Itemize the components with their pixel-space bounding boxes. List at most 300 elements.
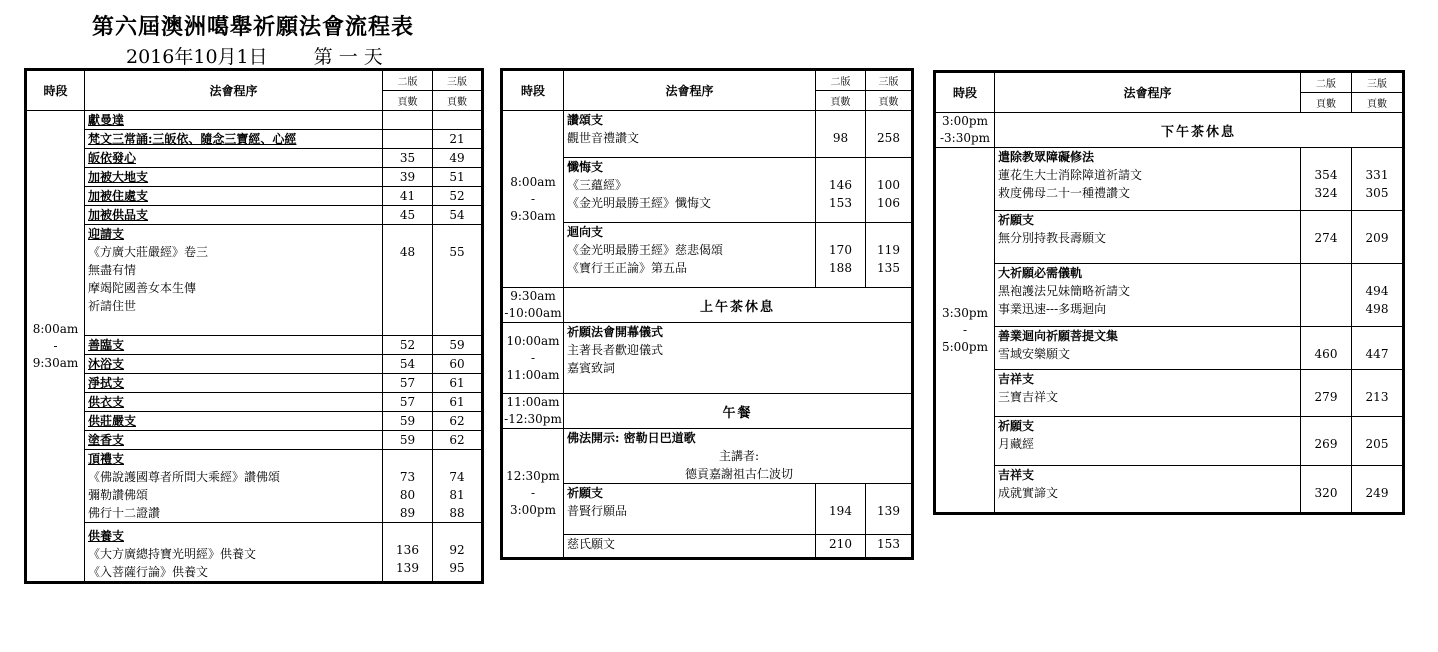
page-number [866, 158, 911, 176]
page-number [1301, 417, 1351, 435]
page-number-cell [383, 149, 433, 168]
page-number [816, 158, 865, 176]
time-header: 時段 [502, 70, 564, 111]
item-text: 黑袍護法兄妹簡略祈請文 [998, 284, 1131, 298]
page-number-cell [383, 111, 433, 130]
page-number-cell [383, 355, 433, 374]
table-row [26, 523, 483, 583]
item-text: 嘉賓致詞 [567, 361, 616, 375]
ed2-header: 二版 [383, 70, 433, 91]
page-header: 頁數 [433, 91, 483, 111]
page-number-cell [383, 225, 433, 336]
page-number: 57 [399, 395, 416, 409]
page-number-cell [433, 431, 483, 450]
page-number [433, 225, 481, 243]
item-text: 《入菩薩行論》供養文 [88, 565, 209, 579]
table-row [26, 412, 483, 431]
item-text: 救度佛母二十一種禮讚文 [998, 186, 1131, 200]
ed2-header: 二版 [816, 70, 866, 91]
time-text: 3:00pm [509, 502, 556, 517]
page-number-cell [1352, 264, 1404, 327]
table-row [26, 393, 483, 412]
page-number-cell [383, 187, 433, 206]
table-row [502, 158, 913, 223]
page-number: 54 [399, 357, 416, 371]
page-number: 269 [1314, 437, 1338, 451]
ed2-header: 二版 [1301, 72, 1352, 93]
page-number: 274 [1314, 231, 1338, 245]
page-number [383, 450, 432, 468]
page-number-cell [383, 450, 433, 523]
item-text: 事業迅速---多瑪迴向 [998, 302, 1107, 316]
page-number: 41 [399, 189, 416, 203]
page-number-cell [383, 431, 433, 450]
page-number: 136 [396, 543, 419, 557]
item-text: 《金光明最勝王經》懺悔文 [567, 196, 712, 210]
page-number: 135 [877, 261, 900, 275]
page-number [1301, 211, 1351, 229]
item-text: 梵文三常誦:三皈依、隨念三寶經、心經 [88, 132, 297, 146]
program-cell [85, 355, 383, 374]
page-number-cell [1301, 370, 1352, 417]
page-number: 62 [449, 414, 465, 428]
page-number: 460 [1314, 347, 1338, 361]
table-row [26, 168, 483, 187]
time-slot [502, 111, 564, 288]
table-row [26, 225, 483, 336]
page-number [866, 111, 911, 129]
item-text: 加被供品支 [88, 208, 149, 222]
program-cell [995, 211, 1301, 264]
program-cell [85, 187, 383, 206]
page-number: 210 [829, 537, 852, 551]
page-number: 146 [829, 178, 852, 192]
page-number: 45 [399, 208, 416, 222]
page-number: 61 [449, 376, 465, 390]
table-row [502, 429, 913, 484]
program-cell [85, 336, 383, 355]
page-number: 119 [877, 243, 900, 257]
page-number [1352, 417, 1402, 435]
program-cell [85, 206, 383, 225]
page-number: 331 [1365, 168, 1389, 182]
program-header: 法會程序 [995, 72, 1301, 113]
time-text: - [53, 338, 58, 353]
item-heading: 祈願支 [998, 419, 1035, 433]
item-heading: 吉祥支 [998, 468, 1035, 482]
page-number-cell [433, 187, 483, 206]
page-number [866, 484, 911, 502]
page-header: 頁數 [1352, 93, 1404, 113]
schedule-table-3 [933, 70, 1405, 515]
page-number: 59 [399, 433, 416, 447]
page-number-cell [433, 111, 483, 130]
page-header: 頁數 [816, 91, 866, 111]
item-text: 佛行十二證讚 [88, 506, 161, 520]
date-line [126, 42, 383, 69]
item-text: 供衣支 [88, 395, 125, 409]
page-number: 498 [1365, 302, 1389, 316]
item-text: 供莊嚴支 [88, 414, 137, 428]
speaker-name: 德貢嘉謝祖古仁波切 [684, 467, 793, 481]
item-text: 雪域安樂願文 [998, 347, 1071, 361]
page-number-cell [383, 374, 433, 393]
page-number-cell [433, 336, 483, 355]
item-text: 慈氏願文 [567, 537, 616, 551]
page-number [816, 484, 865, 502]
item-heading: 懺悔支 [567, 160, 604, 174]
page-number: 139 [877, 504, 900, 518]
time-text: - [530, 191, 536, 206]
page-number: 153 [829, 196, 852, 210]
item-heading: 善業迴向祈願菩提文集 [998, 329, 1119, 343]
page-number-cell [1352, 466, 1404, 514]
page-number [1301, 148, 1351, 166]
teaching-title: 佛法開示: 密勒日巴道歌 [567, 431, 696, 445]
table-row [26, 111, 483, 130]
page-number-cell [1352, 327, 1404, 370]
page-number-cell [433, 374, 483, 393]
page-number: 95 [449, 561, 465, 575]
time-text: 12:30pm [506, 468, 560, 483]
table-row [502, 111, 913, 158]
teaching-cell [564, 429, 913, 484]
time-text: -12:30pm [504, 412, 562, 426]
table-row [26, 355, 483, 374]
page-number [1352, 466, 1402, 484]
page-number [383, 130, 432, 148]
page-number-cell [383, 168, 433, 187]
item-heading: 吉祥支 [998, 372, 1035, 386]
page-number [1301, 300, 1351, 318]
time-slot [502, 394, 564, 429]
table-row [26, 374, 483, 393]
page-number [433, 523, 481, 541]
program-cell [85, 168, 383, 187]
page-number: 62 [449, 433, 465, 447]
page-number: 205 [1365, 437, 1389, 451]
program-cell [564, 484, 816, 535]
program-cell [564, 158, 816, 223]
table-row [935, 466, 1404, 514]
time-text: 9:30am [510, 208, 556, 223]
page-number-cell [1301, 327, 1352, 370]
page-number-cell [433, 450, 483, 523]
page-number [433, 111, 481, 129]
table-row [935, 417, 1404, 466]
page-number-cell [1301, 264, 1352, 327]
item-text: 彌勒讚佛頌 [88, 488, 149, 502]
table-row [935, 327, 1404, 370]
page-number: 54 [449, 208, 465, 222]
page-number [383, 225, 432, 243]
item-heading: 遣除教眾障礙修法 [998, 150, 1095, 164]
item-text: 無盡有情 [88, 263, 137, 277]
time-text: 3:00pm [941, 114, 988, 128]
page-number-cell [433, 206, 483, 225]
page-header: 頁數 [866, 91, 913, 111]
item-text: 《大方廣總持寶光明經》供養文 [88, 547, 257, 561]
program-cell [564, 535, 816, 559]
page-number: 194 [829, 504, 852, 518]
item-text: 《佛說護國尊者所問大乘經》讚佛頌 [88, 470, 281, 484]
table-row [26, 187, 483, 206]
item-text: 觀世音禮讚文 [567, 131, 640, 145]
page-number-cell [866, 484, 913, 535]
page-number-cell [383, 393, 433, 412]
item-text: 月藏經 [998, 437, 1035, 451]
item-heading: 迎請支 [88, 227, 125, 241]
time-slot [502, 429, 564, 559]
item-text: 主著長者歡迎儀式 [567, 343, 664, 357]
page-number-cell [433, 355, 483, 374]
page-number: 209 [1365, 231, 1389, 245]
item-text: 無分別持教長壽願文 [998, 231, 1107, 245]
table-row [26, 130, 483, 149]
table-row [935, 370, 1404, 417]
item-heading: 祈願支 [567, 486, 604, 500]
item-text: 善臨支 [88, 338, 125, 352]
table-row [502, 323, 913, 394]
time-text: 9:30am [32, 355, 79, 370]
page-number-cell [383, 130, 433, 149]
page-number [383, 523, 432, 541]
program-cell [85, 431, 383, 450]
program-cell [85, 393, 383, 412]
page-number [1352, 148, 1402, 166]
table-row [935, 264, 1404, 327]
ed3-header: 三版 [866, 70, 913, 91]
program-cell [85, 225, 383, 336]
page-number: 98 [832, 131, 849, 145]
time-text: 11:00am [506, 367, 560, 382]
item-heading: 讚頌支 [567, 113, 604, 127]
item-text: 蓮花生大士消除障道祈請文 [998, 168, 1143, 182]
page-number: 73 [399, 470, 416, 484]
time-slot [935, 113, 995, 148]
page-number-cell [816, 111, 866, 158]
page-number: 213 [1365, 390, 1389, 404]
time-text: 8:00am [510, 174, 556, 189]
item-text: 《金光明最勝王經》慈悲偈頌 [567, 243, 724, 257]
page-number [383, 111, 432, 129]
item-heading: 供養支 [88, 529, 125, 543]
page-number: 170 [829, 243, 852, 257]
item-text: 摩竭陀國善女本生傳 [88, 281, 197, 295]
item-heading: 頂禮支 [88, 452, 125, 466]
program-cell [85, 412, 383, 431]
page-number: 324 [1314, 186, 1338, 200]
page-number: 188 [829, 261, 852, 275]
page-number [1352, 211, 1402, 229]
page-number-cell [816, 484, 866, 535]
page-number: 88 [449, 506, 465, 520]
time-text: -3:30pm [939, 131, 991, 145]
item-text: 沐浴支 [88, 357, 125, 371]
page-number-cell [433, 149, 483, 168]
item-text: 加被住處支 [88, 189, 149, 203]
page-number: 139 [396, 561, 419, 575]
item-text: 皈依發心 [88, 151, 137, 165]
table-row [502, 223, 913, 288]
page-number-cell [1301, 148, 1352, 211]
program-cell [85, 111, 383, 130]
page-number: 100 [877, 178, 900, 192]
item-text: 《寶行王正論》第五品 [567, 261, 688, 275]
time-text: - [530, 485, 536, 500]
page-number: 59 [449, 338, 465, 352]
page-number-cell [433, 225, 483, 336]
program-cell [995, 264, 1301, 327]
page-number [1352, 327, 1402, 345]
page-number-cell [816, 223, 866, 288]
page-number-cell [866, 158, 913, 223]
page-number: 52 [399, 338, 416, 352]
page-number [1301, 282, 1351, 300]
time-slot [935, 148, 995, 514]
table-row [502, 288, 913, 323]
page-title: 第六屆澳洲噶舉祈願法會流程表 [92, 14, 415, 40]
page-number-cell [1301, 466, 1352, 514]
page-number-cell [866, 223, 913, 288]
page-number: 21 [449, 132, 465, 146]
program-cell [85, 523, 383, 583]
page-number: 447 [1365, 347, 1389, 361]
page-number-cell [433, 168, 483, 187]
item-text: 《三蘊經》 [567, 178, 628, 192]
page-number-cell [433, 393, 483, 412]
table-row [26, 450, 483, 523]
ed3-header: 三版 [1352, 72, 1404, 93]
program-cell [85, 149, 383, 168]
page-number: 279 [1314, 390, 1338, 404]
program-cell [564, 111, 816, 158]
program-cell [564, 223, 816, 288]
page-number-cell [383, 412, 433, 431]
page-number [1301, 370, 1351, 388]
page-number-cell [383, 206, 433, 225]
table-row [26, 149, 483, 168]
page-number: 51 [449, 170, 465, 184]
item-text: 三寶吉祥文 [998, 390, 1059, 404]
page-number: 89 [399, 506, 416, 520]
speaker-label: 主講者: [718, 449, 760, 463]
page-number-cell [383, 336, 433, 355]
page-number [433, 450, 481, 468]
table-row [26, 206, 483, 225]
item-text: 成就實諦文 [998, 486, 1059, 500]
page-number-cell [433, 130, 483, 149]
time-slot [26, 111, 85, 583]
page-number: 49 [449, 151, 465, 165]
program-cell [995, 148, 1301, 211]
page-number: 494 [1365, 284, 1389, 298]
page-number: 39 [399, 170, 416, 184]
item-heading: 祈願法會開幕儀式 [567, 325, 664, 339]
page-number: 92 [449, 543, 465, 557]
program-header: 法會程序 [564, 70, 816, 111]
page-number [1301, 327, 1351, 345]
time-text: 10:00am [506, 333, 560, 348]
time-text: - [530, 350, 536, 365]
page-number: 35 [399, 151, 416, 165]
table-row [502, 484, 913, 535]
program-cell [995, 327, 1301, 370]
page-number-cell [383, 523, 433, 583]
time-text: 11:00am [506, 395, 560, 409]
page-number: 106 [877, 196, 900, 210]
program-cell [564, 323, 913, 394]
program-cell [85, 130, 383, 149]
page-number: 249 [1365, 486, 1389, 500]
page-number: 59 [399, 414, 416, 428]
page-number: 80 [399, 488, 416, 502]
time-slot [502, 323, 564, 394]
item-heading: 祈願支 [998, 213, 1035, 227]
break-label: 上午茶休息 [564, 288, 913, 323]
page-number: 61 [449, 395, 465, 409]
date: 2016年10月1日 [126, 46, 268, 68]
page-number-cell [1301, 417, 1352, 466]
time-header: 時段 [26, 70, 85, 111]
page-number: 81 [449, 488, 465, 502]
time-slot [502, 288, 564, 323]
item-text: 塗香支 [88, 433, 125, 447]
table-row [935, 211, 1404, 264]
table-row [935, 113, 1404, 148]
time-text: 8:00am [32, 321, 79, 336]
page-header: 頁數 [1301, 93, 1352, 113]
page-number: 48 [399, 245, 416, 259]
page-number [1352, 370, 1402, 388]
page-number: 57 [399, 376, 416, 390]
program-header: 法會程序 [85, 70, 383, 111]
time-text: -10:00am [504, 306, 562, 320]
page-number-cell [1352, 211, 1404, 264]
break-label: 下午茶休息 [995, 113, 1404, 148]
item-heading: 大祈願必需儀軌 [998, 266, 1083, 280]
item-text: 祈請住世 [88, 299, 137, 313]
page-number-cell [1352, 417, 1404, 466]
schedule-table-2 [500, 68, 914, 560]
page-number: 60 [449, 357, 465, 371]
time-text: 9:30am [510, 289, 556, 303]
page-number [1301, 466, 1351, 484]
page-number: 55 [449, 245, 465, 259]
page-number: 354 [1314, 168, 1338, 182]
program-cell [995, 466, 1301, 514]
table-row [935, 148, 1404, 211]
page-number [816, 223, 865, 241]
item-text: 《方廣大莊嚴經》卷三 [88, 245, 209, 259]
page-number [816, 111, 865, 129]
item-text: 普賢行願品 [567, 504, 628, 518]
table-row [26, 431, 483, 450]
time-header: 時段 [935, 72, 995, 113]
time-text: 5:00pm [941, 339, 988, 354]
item-text: 淨拭支 [88, 376, 125, 390]
page-number [866, 223, 911, 241]
page-number-cell [1352, 148, 1404, 211]
program-cell [995, 417, 1301, 466]
page-number-cell [866, 111, 913, 158]
time-text: 3:30pm [941, 305, 988, 320]
time-text: - [962, 322, 968, 337]
page-number [1352, 264, 1402, 282]
page-number-cell [1352, 370, 1404, 417]
page-number-cell [1301, 211, 1352, 264]
program-cell [85, 450, 383, 523]
